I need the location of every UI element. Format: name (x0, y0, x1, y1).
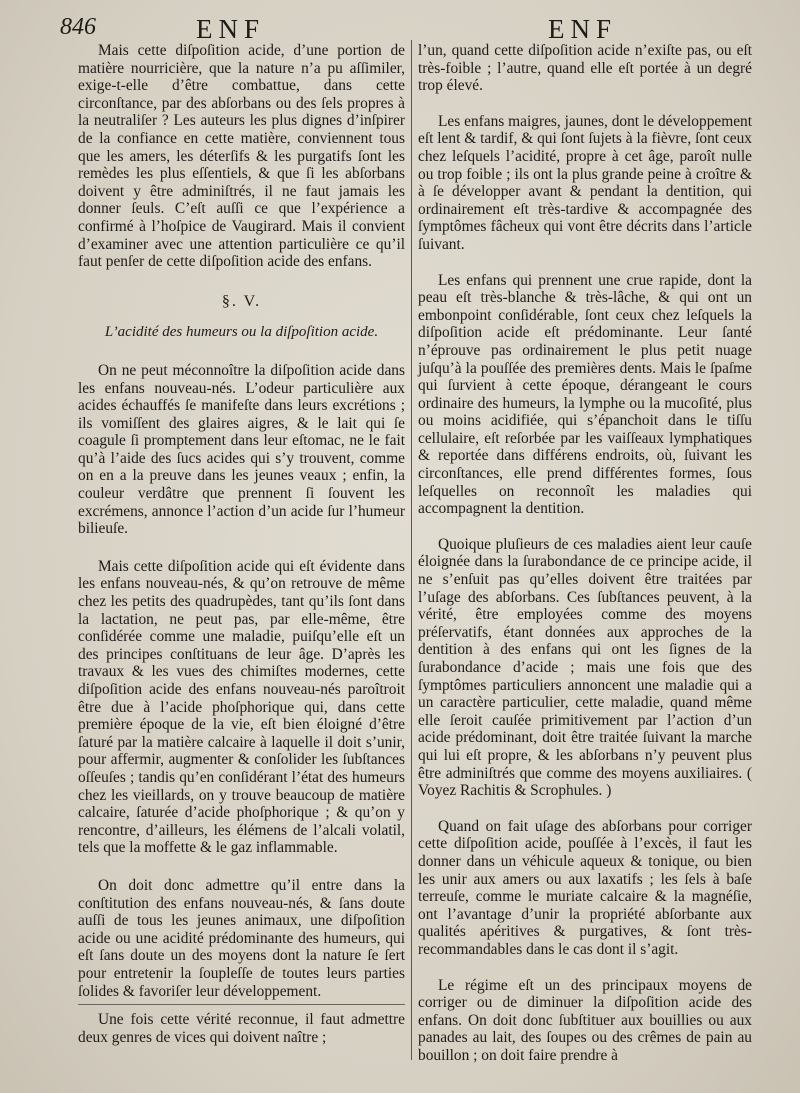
running-head-left: ENF (196, 14, 266, 44)
paragraph: Les enfans qui prennent une crue rapide, dont la peau eſt très-blanche & très-lâche, & qui ont un embonpoint conſidérable, ſont ceux chez leſquels la diſpoſition acide eſt prédominante. Leur ſanté n’éprouve pas ordinairement le plus petit nuage juſqu’à la pouſſée des premières dents. Mais le ſpaſme qui ſurvient à cette époque, dérangeant le cours ordinaire des humeurs, la lymphe ou la mucoſité, plus ou moins acidifiée, qui s’épanchoit dans le tiſſu cellulaire, eſt reſorbée par les vaiſſeaux lymphatiques & reportée dans différens endroits, où, ſuivant les circonſtances, elle prend différentes formes, ſous leſquelles on reconnoît les maladies qui accompagnent la dentition. (418, 271, 752, 518)
paragraph: Les enfans maigres, jaunes, dont le développement eſt lent & tardif, & qui ſont ſujets à la fièvre, ſont ceux chez leſquels l’acidité, propre à cet âge, paroît nulle ou trop foible ; ils ont la plus grande peine à croître & à ſe développer avant & pendant la dentition, qui ordinairement eſt très-tardive & accompagnée des ſymptômes fâcheux qui vont être décrits dans l’article ſuivant. (418, 112, 752, 253)
paragraph: Quoique pluſieurs de ces maladies aient leur cauſe éloignée dans la ſurabondance de ce principe acide, il ne s’enſuit pas qu’elles doivent être traitées par l’uſage des abſorbans. Ces ſubſtances peuvent, à la vérité, être employées comme des moyens préſervatifs, étant données aux approches de la dentition à des enfans qui ont les ſignes de la ſurabondance d’acide ; mais une fois que des ſymptômes particuliers annoncent une maladie qui a un caractère particulier, cette maladie, quand même elle ſeroit cauſée primitivement par l’action d’un acide prédominant, doit être traitée ſuivant la marche qui lui eſt propre, & les abſorbans n’y peuvent plus être adminiſtrés que comme des moyens auxiliaires. ( Voyez Rachitis & Scrophules. ) (418, 535, 752, 800)
divider (78, 1004, 405, 1005)
column-divider (411, 40, 412, 1060)
running-head-right: ENF (548, 14, 618, 44)
right-column (418, 42, 752, 1064)
section-subheading: L’acidité des humeurs ou la diſpoſition acide. (104, 324, 379, 341)
page-number: 846 (60, 14, 96, 40)
paragraph: On doit donc admettre qu’il entre dans la conſtitution des enfans nouveau-nés, & ſans doute auſſi de tous les jeunes animaux, une diſpoſition acide ou une acidité prédominante des humeurs, qui eſt ſans doute un des moyens dont la nature ſe ſert pour entretenir la ſoupleſſe de toutes leurs parties ſolides & favoriſer leur développement. (78, 876, 405, 1000)
paragraph: Mais cette diſpoſition acide, d’une portion de matière nourricière, que la nature n’a pu aſſimiler, exige-t-elle d’être combattue, dans cette circonſtance, par des abſorbans ou des ſels propres à la neutraliſer ? Les auteurs les plus dignes d’inſpirer de la confiance en cette matière, conviennent tous que les amers, les déterſifs & les purgatifs ſont les remèdes les plus eſſentiels, & que ſi les abſorbans doivent y être adminiſtrés, il ne faut jamais les donner ſeuls. C’eſt auſſi ce que l’expérience a confirmé à l’hoſpice de Vaugirard. Mais il convient d’examiner avec une attention particulière ce qu’il faut penſer de cette diſpoſition acide des enfans. (78, 42, 405, 271)
paragraph: Quand on fait uſage des abſorbans pour corriger cette diſpoſition acide, pouſſée à l’excès, il faut les donner dans un véhicule aqueux & tonique, ou bien les unir aux amers ou aux laxatifs ; les ſels à baſe terreuſe, comme le muriate calcaire & la magnéſie, ont l’avantage d’unir la propriété abſorbante aux qualités apéritives & purgatives, & ſont très-recommandables dans le cas dont il s’agit. (418, 817, 752, 958)
paragraph: Une fois cette vérité reconnue, il faut admettre deux genres de vices qui doivent naître ; (78, 1011, 405, 1046)
paragraph: l’un, quand cette diſpoſition acide n’exiſte pas, ou eſt très-foible ; l’autre, quand elle eſt portée à un degré trop élevé. (418, 42, 752, 95)
section-heading: §. V. (221, 292, 262, 310)
page-header (0, 10, 800, 46)
left-column (78, 42, 405, 1046)
paragraph: On ne peut méconnoître la diſpoſition acide dans les enfans nouveau-nés. L’odeur particulière aux acides échauffés ſe manifeſte dans leurs excrétions ; ils vomiſſent des glaires aigres, & le lait qui ſe coagule ſi promptement dans leur eſtomac, ne le fait qu’à l’aide des ſucs acides qui s’y trouvent, comme on en a la preuve dans les jeunes veaux ; enfin, la couleur verdâtre que prennent ſi ſouvent les excrémens, annonce l’action d’un acide ſur l’humeur bilieuſe. (78, 361, 405, 538)
paragraph: Le régime eſt un des principaux moyens de corriger ou de diminuer la diſpoſition acide des enfans. On doit donc ſubſtituer aux bouillies ou aux panades au lait, des ſoupes ou des crêmes de pain au bouillon ; on doit faire prendre à (418, 976, 752, 1064)
paragraph: Mais cette diſpoſition acide qui eſt évidente dans les enfans nouveau-nés, & qu’on retrouve de même chez les petits des quadrupèdes, tant qu’ils ſont dans la lactation, ne peut pas, par elle-même, être conſidérée comme une maladie, puiſqu’elle eſt un des principes conſtituans de leur âge. D’après les travaux & les vues des chimiſtes modernes, cette diſpoſition acide des enfans nouveau-nés paroîtroit être due à l’acide phoſphorique qui, dans cette première époque de la vie, eſt bien éloigné d’être ſaturé par la matière calcaire à laquelle il doit s’unir, pour affermir, augmenter & conſolider les ſubſtances oſſeuſes ; tandis qu’en conſidérant l’état des humeurs chez les vieillards, on y trouve beaucoup de matière calcaire, ſaturée d’acide phoſphorique ; & qu’on y rencontre, d’ailleurs, les élémens de l’alcali volatil, tels que la moffette & le gaz inflammable. (78, 557, 405, 857)
